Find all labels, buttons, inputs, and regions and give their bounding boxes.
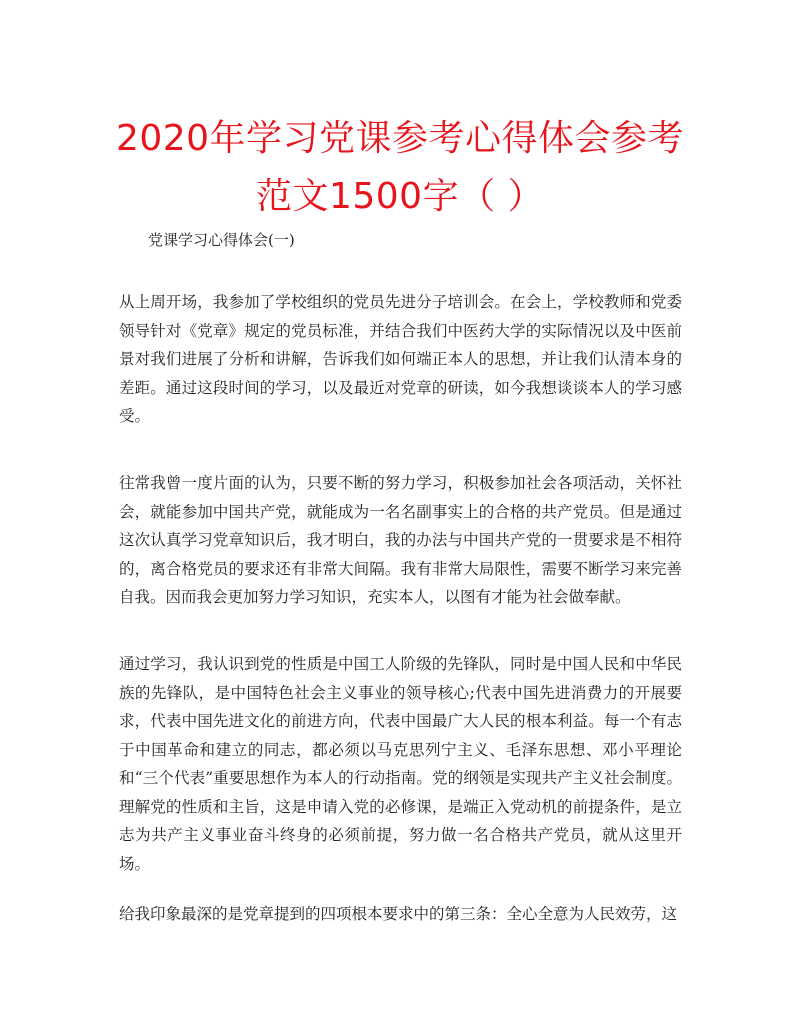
document-title: 2020年学习党课参考心得体会参考范文1500字（ ）	[115, 118, 685, 217]
paragraph-1: 从上周开场，我参加了学校组织的党员先进分子培训会。在会上，学校教师和党委领导针对《党章》规定的党员标准，并结合我们中医药大学的实际情况以及中医前景对我们进展了分析和讲解，告诉我们如何端正本人的思想，并让我们认清本身的差距。通过这段时间的学习，以及最近对党章的研读，如今我想谈谈本人的学习感受。	[119, 293, 682, 425]
paragraph-4: 给我印象最深的是党章提到的四项根本要求中的第三条：全心全意为人民效劳，这	[119, 905, 678, 923]
document-subtitle: 党课学习心得体会(一)	[148, 231, 295, 249]
paragraph-3: 通过学习，我认识到党的性质是中国工人阶级的先锋队，同时是中国人民和中华民族的先锋队，是中国特色社会主义事业的领导核心;代表中国先进消费力的开展要求，代表中国先进文化的前进方向，代表中国最广大人民的根本利益。每一个有志于中国革命和建立的同志，都必须以马克思列宁主义、毛泽东思想、邓小平理论和“三个代表”重要思想作为本人的行动指南。党的纲领是实现共产主义社会制度。理解党的性质和主旨，这是申请入党的必修课，是端正入党动机的前提条件，是立志为共产主义事业奋斗终身的必须前提，努力做一名合格共产党员，就从这里开场。	[119, 655, 682, 873]
paragraph-2: 往常我曾一度片面的认为，只要不断的努力学习，积极参加社会各项活动，关怀社会，就能参加中国共产党，就能成为一名名副事实上的合格的共产党员。但是通过这次认真学习党章知识后，我才明白，我的办法与中国共产党的一贯要求是不相符的，离合格党员的要求还有非常大间隔。我有非常大局限性，需要不断学习来完善自我。因而我会更加努力学习知识，充实本人，以图有才能为社会做奉献。	[119, 474, 682, 606]
